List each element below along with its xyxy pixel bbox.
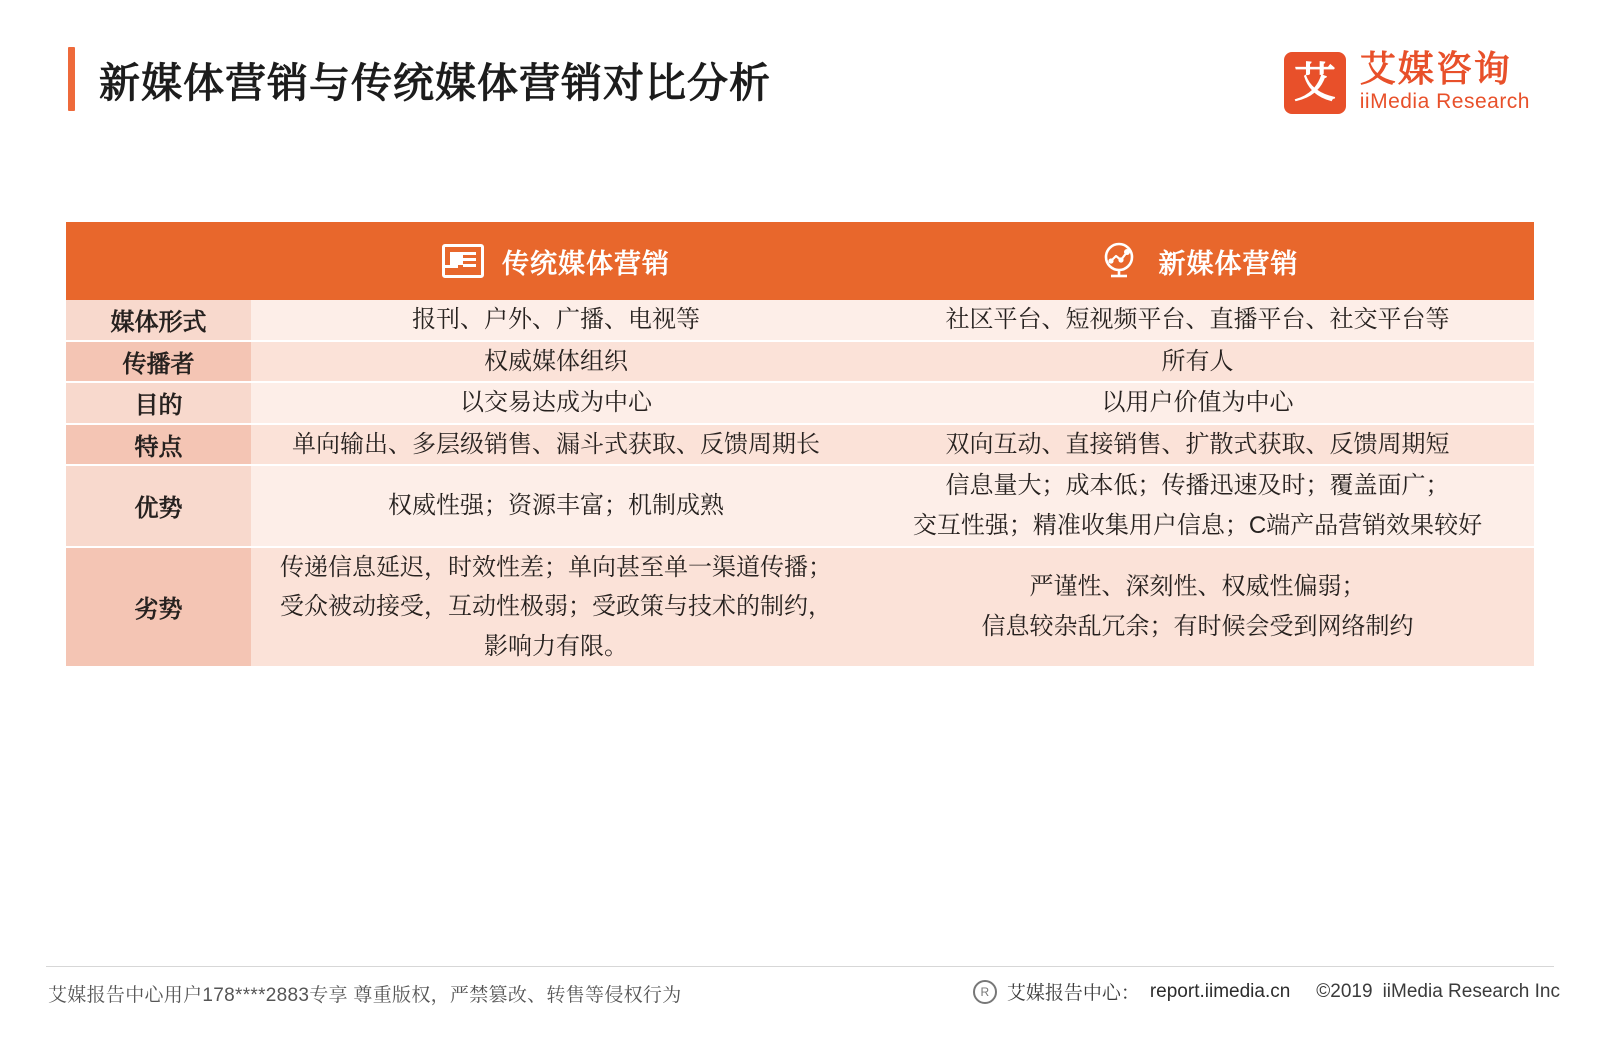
title-group: [68, 36, 771, 122]
cell-traditional-communicator: 权威媒体组织: [251, 341, 861, 383]
table-header-row: [66, 222, 1534, 300]
comparison-table: [66, 222, 1534, 666]
cell-new-media-communicator: 所有人: [861, 341, 1534, 383]
logo-name-en: iiMedia Research: [1359, 90, 1530, 114]
cell-new-media-media-form: 社区平台、短视频平台、直播平台、社交平台等: [861, 300, 1534, 341]
header-label-new-media: 新媒体营销: [1158, 248, 1299, 279]
cell-traditional-disadvantages: 传递信息延迟，时效性差；单向甚至单一渠道传播； 受众被动接受，互动性极弱；受政策与技术的制约， 影响力有限。: [251, 547, 861, 667]
row-label-media-form: 媒体形式: [66, 300, 251, 341]
table-row: [66, 465, 1534, 546]
page-title: 新媒体营销与传统媒体营销对比分析: [99, 59, 771, 106]
footer-company: iiMedia Research Inc: [1382, 980, 1560, 1002]
header-cell-blank: [66, 222, 251, 300]
logo-text-group: [1360, 50, 1530, 115]
header-cell-traditional: [251, 222, 861, 300]
footer-source-label: 艾媒报告中心：: [1006, 983, 1140, 1004]
table-row: [66, 341, 1534, 383]
table-row: [66, 547, 1534, 667]
title-accent-bar: [68, 47, 75, 111]
row-label-advantages: 优势: [66, 465, 251, 546]
cell-new-media-advantages: 信息量大；成本低；传播迅速及时；覆盖面广； 交互性强；精准收集用户信息；C端产品营销效果较好: [861, 465, 1534, 546]
row-label-disadvantages: 劣势: [66, 547, 251, 667]
table-row: [66, 382, 1534, 424]
cell-traditional-features: 单向输出、多层级销售、漏斗式获取、反馈周期长: [251, 424, 861, 466]
logo-mark-icon: 艾: [1284, 52, 1346, 114]
cell-traditional-purpose: 以交易达成为中心: [251, 382, 861, 424]
cell-traditional-advantages: 权威性强；资源丰富；机制成熟: [251, 465, 861, 546]
header-label-traditional: 传统媒体营销: [502, 248, 670, 279]
table-head: [66, 222, 1534, 300]
footer-divider: [46, 966, 1554, 967]
footer-source: [973, 978, 1560, 1005]
table-row: [66, 424, 1534, 466]
row-label-purpose: 目的: [66, 382, 251, 424]
cell-new-media-disadvantages: 严谨性、深刻性、权威性偏弱； 信息较杂乱冗余；有时候会受到网络制约: [861, 547, 1534, 667]
new-media-network-icon: [1097, 240, 1141, 282]
table-row: [66, 300, 1534, 341]
header-cell-new-media: [861, 222, 1534, 300]
row-label-features: 特点: [66, 424, 251, 466]
table-body: [66, 300, 1534, 666]
cell-new-media-features: 双向互动、直接销售、扩散式获取、反馈周期短: [861, 424, 1534, 466]
brand-logo: [1284, 44, 1530, 122]
page-header: [0, 36, 1600, 122]
footer-source-url[interactable]: report.iimedia.cn: [1149, 980, 1291, 1002]
newspaper-icon: [442, 244, 484, 278]
footer-copyright-note: 艾媒报告中心用户178****2883专享 尊重版权，严禁篡改、转售等侵权行为: [48, 985, 682, 1006]
row-label-communicator: 传播者: [66, 341, 251, 383]
cell-traditional-media-form: 报刊、户外、广播、电视等: [251, 300, 861, 341]
cell-new-media-purpose: 以用户价值为中心: [861, 382, 1534, 424]
logo-name-cn: 艾媒咨询: [1359, 48, 1512, 90]
footer-copyright-year: ©2019: [1316, 980, 1373, 1002]
report-center-icon: R: [973, 980, 997, 1004]
